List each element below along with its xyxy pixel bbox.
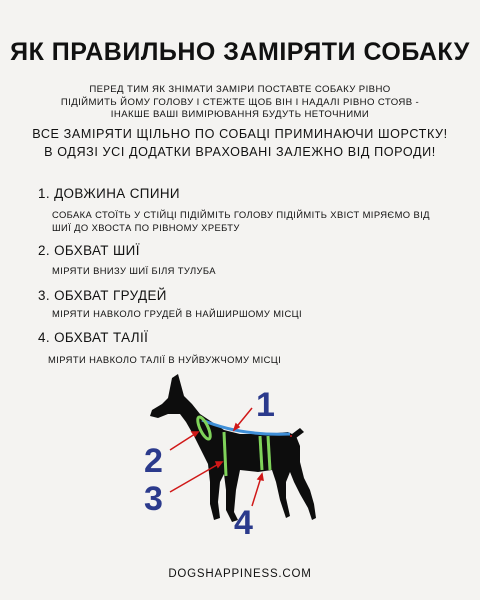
waist-tape [260, 436, 262, 470]
section-chest-desc: МІРЯТИ НАВКОЛО ГРУДЕЙ В НАЙШИРШОМУ МІСЦІ [52, 308, 302, 319]
number-1: 1 [256, 386, 275, 424]
section-back-length-title: 1. ДОВЖИНА СПИНИ [38, 186, 180, 201]
section-back-length-desc: СОБАКА СТОЇТЬ У СТІЙЦІ ПІДІЙМІТЬ ГОЛОВУ ПІДІЙМІТЬ ХВІСТ МІРЯЄМО ВІД ШИЇ ДО ХВОСТА ПО РІВНОМУ ХРЕБТУ [52, 209, 430, 234]
note-line-1: ВСЕ ЗАМІРЯТИ ЩІЛЬНО ПО СОБАЦІ ПРИМИНАЮЧИ ШОРСТКУ! [32, 127, 448, 141]
section-neck-desc: МІРЯТИ ВНИЗУ ШИЇ БІЛЯ ТУЛУБА [52, 265, 216, 276]
number-4: 4 [234, 504, 253, 542]
important-note [20, 126, 460, 162]
section-waist-title: 4. ОБХВАТ ТАЛІЇ [38, 330, 149, 345]
section-neck-title: 2. ОБХВАТ ШИЇ [38, 243, 140, 258]
section-waist-desc: МІРЯТИ НАВКОЛО ТАЛІЇ В НУЙВУЖЧОМУ МІСЦІ [48, 354, 282, 365]
intro-text: ПЕРЕД ТИМ ЯК ЗНІМАТИ ЗАМІРИ ПОСТАВТЕ СОБАКУ РІВНО ПІДІЙМИТЬ ЙОМУ ГОЛОВУ І СТЕЖТЕ ЩОБ ВІН І НАДАЛІ РІВНО СТОЯВ - ІНАКШЕ ВАШІ ВИМІРЮВАННЯ БУДУТЬ НЕТОЧНИМИ [60, 84, 420, 121]
page-title: ЯК ПРАВИЛЬНО ЗАМІРЯТИ СОБАКУ [10, 38, 470, 66]
arrowhead-4 [258, 474, 263, 480]
number-2: 2 [144, 442, 163, 480]
section-chest-title: 3. ОБХВАТ ГРУДЕЙ [38, 288, 167, 303]
number-3: 3 [144, 480, 163, 518]
footer-website: DOGSHAPPINESS.COM [168, 568, 312, 580]
chest-tape [224, 432, 226, 476]
dog-silhouette [150, 374, 316, 522]
dog-measurement-diagram [140, 370, 340, 550]
waist-tape-2 [268, 436, 270, 470]
note-line-2: В ОДЯЗІ УСІ ДОДАТКИ ВРАХОВАНІ ЗАЛЕЖНО ВІД ПОРОДИ! [44, 144, 436, 159]
